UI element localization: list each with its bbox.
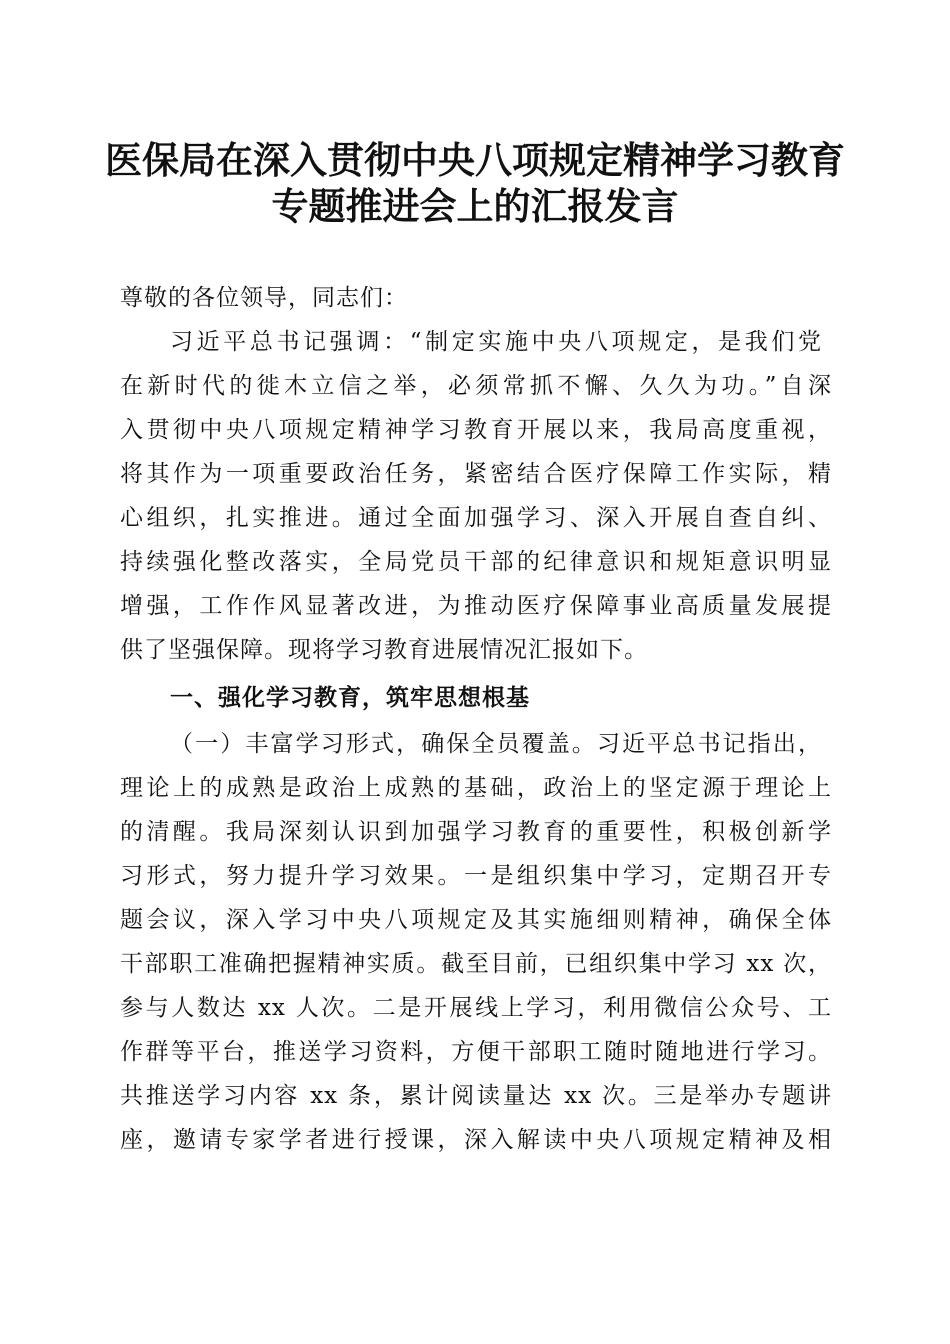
intro-line: 增强，工作作风显著改进，为推动医疗保障事业高质量发展提 [120, 593, 832, 619]
section-line: 参与人数达 xx 人次。二是开展线上学习，利用微信公众号、工 [120, 995, 832, 1021]
section-line: 理论上的成熟是政治上成熟的基础，政治上的坚定源于理论上 [120, 775, 832, 801]
section-line: 作群等平台，推送学习资料，方便干部职工随时随地进行学习。 [120, 1039, 832, 1065]
section-line: （一）丰富学习形式，确保全员覆盖。习近平总书记指出， [170, 731, 822, 757]
intro-line: 供了坚强保障。现将学习教育进展情况汇报如下。 [120, 637, 648, 663]
intro-line: 持续强化整改落实，全局党员干部的纪律意识和规矩意识明显 [120, 549, 832, 575]
section-line: 题会议，深入学习中央八项规定及其实施细则精神，确保全体 [120, 907, 832, 933]
section-heading: 一、强化学习教育，筑牢思想根基 [170, 685, 530, 711]
section-line: 习形式，努力提升学习效果。一是组织集中学习，定期召开专 [120, 863, 832, 889]
document-title-line-1: 医保局在深入贯彻中央八项规定精神学习教育 [105, 138, 845, 182]
intro-line: 习近平总书记强调：“制定实施中央八项规定，是我们党 [170, 329, 822, 355]
section-line: 座，邀请专家学者进行授课，深入解读中央八项规定精神及相 [120, 1127, 832, 1153]
section-line: 共推送学习内容 xx 条，累计阅读量达 xx 次。三是举办专题讲 [120, 1083, 832, 1109]
salutation: 尊敬的各位领导，同志们： [120, 285, 408, 311]
intro-line: 在新时代的徙木立信之举，必须常抓不懈、久久为功。”自深 [120, 373, 832, 399]
section-line: 的清醒。我局深刻认识到加强学习教育的重要性，积极创新学 [120, 819, 832, 845]
section-line: 干部职工准确把握精神实质。截至目前，已组织集中学习 xx 次， [120, 951, 832, 977]
intro-line: 将其作为一项重要政治任务，紧密结合医疗保障工作实际，精 [120, 461, 832, 487]
intro-line: 心组织，扎实推进。通过全面加强学习、深入开展自查自纠、 [120, 505, 832, 531]
document-title-line-2: 专题推进会上的汇报发言 [271, 184, 679, 228]
intro-line: 入贯彻中央八项规定精神学习教育开展以来，我局高度重视， [120, 417, 832, 443]
